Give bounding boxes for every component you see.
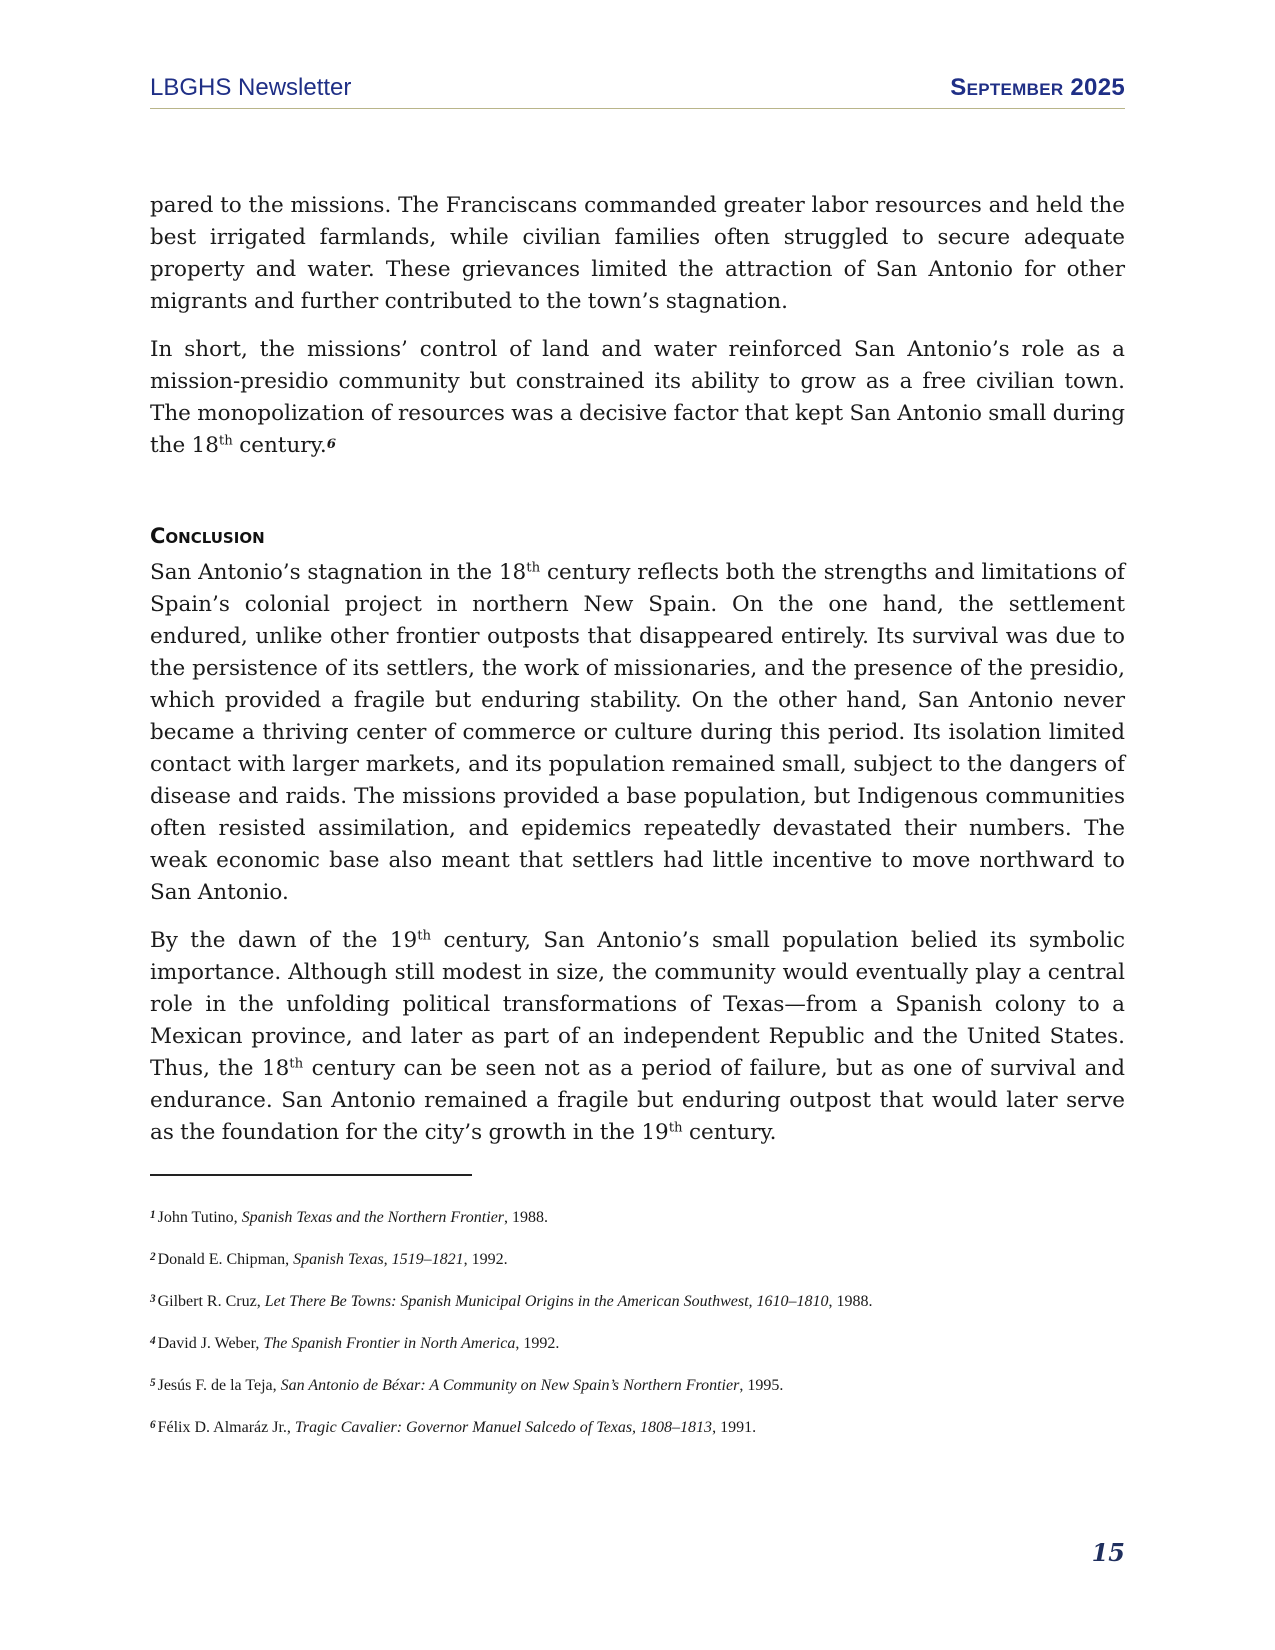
page-header bbox=[150, 74, 1125, 109]
footnote: $^5$ Jesús F. de la Teja, San Antonio de Béxar: A Community on New Spain’s Northern Frontier, 1995. bbox=[150, 1376, 784, 1394]
footnote: $^1$ John Tutino, Spanish Texas and the Northern Frontier, 1988. bbox=[150, 1208, 549, 1226]
ordinal-suffix: th bbox=[417, 928, 432, 944]
paragraph: In short, the missions’ control of land and water reinforced San Antonio’s role as a mission-presidio community but constrained its ability to grow as a free civilian town. The monopolization of resources was a decisive factor that kept San Antonio small during the 18th century.6 bbox=[150, 337, 1125, 458]
paragraph: pared to the missions. The Franciscans commanded greater labor resources and held the best irrigated farmlands, while civilian families often struggled to secure adequate property and water. These grievances limited the attraction of San Antonio for other migrants and further contributed to the town’s stagnation. bbox=[150, 193, 1125, 314]
ordinal-suffix: th bbox=[668, 1120, 683, 1136]
footnote-separator bbox=[150, 1174, 472, 1176]
section-heading: Conclusion bbox=[150, 524, 265, 548]
issue-date: September 2025 bbox=[950, 74, 1125, 101]
ordinal-suffix: th bbox=[289, 1056, 304, 1072]
ordinal-suffix: th bbox=[218, 433, 233, 449]
footnotes bbox=[150, 1205, 1125, 1457]
footnote-reference[interactable]: 6 bbox=[326, 436, 336, 453]
paragraph: By the dawn of the 19th century, San Antonio’s small population belied its symbolic importance. Although still modest in size, the community would eventually play a central role in the unfolding political transformations of Texas—from a Spanish colony to a Mexican province, and later as part of an independent Republic and the United States. Thus, the 18th century can be seen not as a period of failure, but as one of survival and endurance. San Antonio remained a fragile but enduring outpost that would later serve as the foundation for the city’s growth in the 19th century. bbox=[150, 928, 1125, 1145]
paragraph: San Antonio’s stagnation in the 18th century reflects both the strengths and limitations of Spain’s colonial project in northern New Spain. On the one hand, the settlement endured, unlike other frontier outposts that disappeared entirely. Its survival was due to the persistence of its settlers, the work of missionaries, and the presence of the presidio, which provided a fragile but enduring stability. On the other hand, San Antonio never became a thriving center of commerce or culture during this period. Its isolation limited contact with larger markets, and its population remained small, subject to the dangers of disease and raids. The missions provided a base population, but Indigenous communities often resisted assimilation, and epidemics repeatedly devastated their numbers. The weak economic base also meant that settlers had little incentive to move northward to San Antonio. bbox=[150, 560, 1125, 905]
conclusion-body bbox=[150, 557, 1125, 1165]
page-number: 15 bbox=[1091, 1538, 1125, 1567]
footnote: $^2$ Donald E. Chipman, Spanish Texas, 1519–1821, 1992. bbox=[150, 1250, 508, 1268]
footnote: $^3$ Gilbert R. Cruz, Let There Be Towns: Spanish Municipal Origins in the American Southwest, 1610–1810, 1988. bbox=[150, 1292, 873, 1310]
section-body bbox=[150, 190, 1125, 478]
footnote: $^6$ Félix D. Almaráz Jr., Tragic Cavalier: Governor Manuel Salcedo of Texas, 1808–1813, 1991. bbox=[150, 1418, 757, 1436]
publication-title: LBGHS Newsletter bbox=[150, 74, 352, 101]
footnote: $^4$ David J. Weber, The Spanish Frontier in North America, 1992. bbox=[150, 1334, 560, 1352]
ordinal-suffix: th bbox=[526, 560, 541, 576]
